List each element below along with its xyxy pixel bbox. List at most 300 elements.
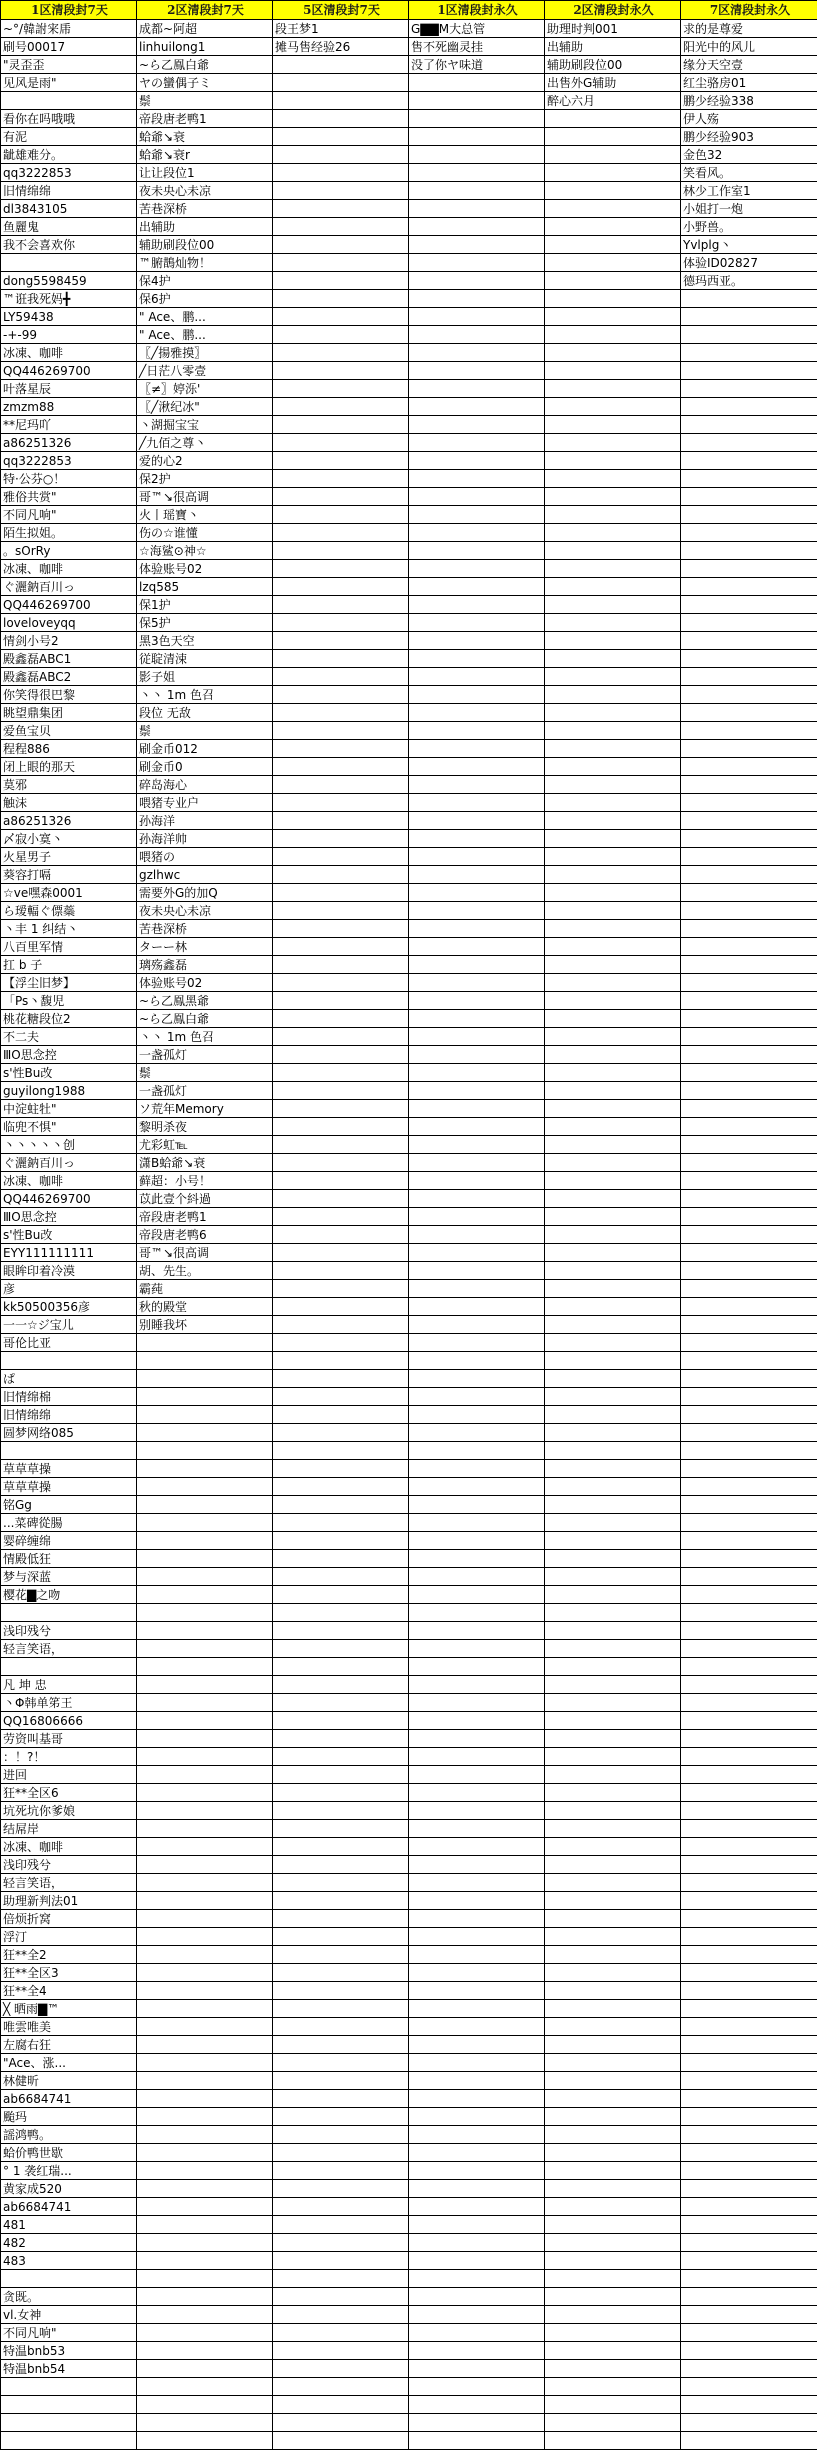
cell[interactable]: 临兜不惧" xyxy=(1,1118,137,1136)
cell[interactable]: loveloveyqq xyxy=(1,614,137,632)
cell[interactable] xyxy=(545,362,681,380)
cell[interactable] xyxy=(273,1442,409,1460)
cell[interactable] xyxy=(545,1766,681,1784)
cell[interactable] xyxy=(545,2396,681,2414)
cell[interactable] xyxy=(273,1424,409,1442)
cell[interactable] xyxy=(409,812,545,830)
cell[interactable] xyxy=(681,1172,817,1190)
cell[interactable] xyxy=(409,1262,545,1280)
cell[interactable] xyxy=(409,1478,545,1496)
cell[interactable] xyxy=(273,938,409,956)
cell[interactable]: 触沫 xyxy=(1,794,137,812)
cell[interactable] xyxy=(137,2288,273,2306)
cell[interactable] xyxy=(409,416,545,434)
cell[interactable] xyxy=(681,1244,817,1262)
cell[interactable]: " Ace、鹏... xyxy=(137,308,273,326)
cell[interactable] xyxy=(409,2144,545,2162)
cell[interactable] xyxy=(409,2054,545,2072)
cell[interactable] xyxy=(1,2270,137,2288)
cell[interactable] xyxy=(137,1838,273,1856)
cell[interactable]: 霸莼 xyxy=(137,1280,273,1298)
cell[interactable] xyxy=(273,1046,409,1064)
cell[interactable] xyxy=(409,1136,545,1154)
cell[interactable] xyxy=(545,1352,681,1370)
cell[interactable] xyxy=(681,794,817,812)
cell[interactable] xyxy=(273,1874,409,1892)
cell[interactable]: kk50500356彦 xyxy=(1,1298,137,1316)
cell[interactable]: 丶丶 1m 色召 xyxy=(137,686,273,704)
cell[interactable] xyxy=(137,2126,273,2144)
cell[interactable] xyxy=(545,1460,681,1478)
cell[interactable] xyxy=(273,2000,409,2018)
cell[interactable]: 孙海洋 xyxy=(137,812,273,830)
cell[interactable] xyxy=(409,668,545,686)
cell[interactable]: a86251326 xyxy=(1,812,137,830)
cell[interactable]: QQ16806666 xyxy=(1,1712,137,1730)
cell[interactable] xyxy=(681,1874,817,1892)
cell[interactable]: 鬃 xyxy=(137,1064,273,1082)
cell[interactable] xyxy=(545,1964,681,1982)
cell[interactable] xyxy=(409,218,545,236)
cell[interactable] xyxy=(545,1406,681,1424)
cell[interactable] xyxy=(545,1892,681,1910)
cell[interactable] xyxy=(273,2414,409,2432)
cell[interactable]: ™诳我死妈╋ xyxy=(1,290,137,308)
cell[interactable] xyxy=(273,1154,409,1172)
cell[interactable] xyxy=(681,902,817,920)
cell[interactable] xyxy=(545,884,681,902)
cell[interactable] xyxy=(681,704,817,722)
cell[interactable]: 伊人殇 xyxy=(681,110,817,128)
cell[interactable] xyxy=(137,2252,273,2270)
cell[interactable] xyxy=(409,2234,545,2252)
cell[interactable] xyxy=(681,1478,817,1496)
cell[interactable] xyxy=(681,326,817,344)
cell[interactable] xyxy=(409,1640,545,1658)
cell[interactable] xyxy=(273,1964,409,1982)
cell[interactable] xyxy=(545,1424,681,1442)
cell[interactable] xyxy=(545,1334,681,1352)
cell[interactable]: 。sOrRy xyxy=(1,542,137,560)
cell[interactable] xyxy=(273,1190,409,1208)
cell[interactable] xyxy=(545,2144,681,2162)
cell[interactable]: 进回 xyxy=(1,1766,137,1784)
cell[interactable] xyxy=(273,1118,409,1136)
cell[interactable] xyxy=(409,2288,545,2306)
cell[interactable] xyxy=(545,398,681,416)
cell[interactable] xyxy=(273,1334,409,1352)
cell[interactable] xyxy=(273,344,409,362)
cell[interactable] xyxy=(681,1190,817,1208)
cell[interactable] xyxy=(681,452,817,470)
cell[interactable] xyxy=(409,200,545,218)
cell[interactable] xyxy=(273,1568,409,1586)
cell[interactable] xyxy=(137,1946,273,1964)
cell[interactable] xyxy=(681,2144,817,2162)
cell[interactable]: QQ446269700 xyxy=(1,362,137,380)
cell[interactable]: 鬃 xyxy=(137,722,273,740)
cell[interactable]: ~°/韓詂宩乕 xyxy=(1,20,137,38)
cell[interactable]: 丶Φ韩单笫王 xyxy=(1,1694,137,1712)
cell[interactable] xyxy=(273,758,409,776)
cell[interactable]: 辅助刷段位00 xyxy=(137,236,273,254)
cell[interactable] xyxy=(273,704,409,722)
cell[interactable] xyxy=(137,2162,273,2180)
cell[interactable]: 颱玛 xyxy=(1,2108,137,2126)
cell[interactable] xyxy=(273,1460,409,1478)
cell[interactable] xyxy=(409,2432,545,2450)
cell[interactable]: ☆海鲨⊙神☆ xyxy=(137,542,273,560)
cell[interactable] xyxy=(681,344,817,362)
cell[interactable]: 夜未央心未凉 xyxy=(137,902,273,920)
cell[interactable]: 龇雄难分。 xyxy=(1,146,137,164)
cell[interactable] xyxy=(545,1226,681,1244)
cell[interactable] xyxy=(681,1568,817,1586)
cell[interactable]: 火星男子 xyxy=(1,848,137,866)
cell[interactable] xyxy=(681,1712,817,1730)
cell[interactable] xyxy=(409,722,545,740)
cell[interactable] xyxy=(681,1496,817,1514)
cell[interactable] xyxy=(409,974,545,992)
cell[interactable] xyxy=(273,884,409,902)
cell[interactable] xyxy=(409,1910,545,1928)
cell[interactable] xyxy=(409,866,545,884)
column-header[interactable]: 2区清段封7天 xyxy=(137,1,273,20)
cell[interactable] xyxy=(545,1370,681,1388)
cell[interactable]: 火丨瑶寶丶 xyxy=(137,506,273,524)
cell[interactable] xyxy=(273,1946,409,1964)
cell[interactable] xyxy=(273,2432,409,2450)
cell[interactable] xyxy=(409,740,545,758)
cell[interactable] xyxy=(545,2360,681,2378)
cell[interactable] xyxy=(545,380,681,398)
cell[interactable] xyxy=(681,1964,817,1982)
cell[interactable]: 保6护 xyxy=(137,290,273,308)
cell[interactable] xyxy=(137,1424,273,1442)
cell[interactable] xyxy=(273,1928,409,1946)
cell[interactable]: ╱日茫八零壹 xyxy=(137,362,273,380)
cell[interactable] xyxy=(409,1298,545,1316)
cell[interactable] xyxy=(137,1982,273,2000)
cell[interactable]: 求的是尊爱 xyxy=(681,20,817,38)
cell[interactable] xyxy=(409,1766,545,1784)
cell[interactable] xyxy=(681,1208,817,1226)
cell[interactable] xyxy=(545,524,681,542)
cell[interactable] xyxy=(273,2324,409,2342)
cell[interactable] xyxy=(681,2036,817,2054)
cell[interactable]: dong5598459 xyxy=(1,272,137,290)
cell[interactable]: 哥™↘很高调 xyxy=(137,488,273,506)
cell[interactable] xyxy=(409,2198,545,2216)
cell[interactable] xyxy=(545,2234,681,2252)
cell[interactable]: 葵容打嗝 xyxy=(1,866,137,884)
cell[interactable] xyxy=(409,1370,545,1388)
cell[interactable] xyxy=(409,398,545,416)
cell[interactable] xyxy=(545,992,681,1010)
cell[interactable] xyxy=(273,1622,409,1640)
cell[interactable]: 喂猪专业户 xyxy=(137,794,273,812)
cell[interactable] xyxy=(409,236,545,254)
cell[interactable] xyxy=(273,1910,409,1928)
cell[interactable] xyxy=(409,578,545,596)
cell[interactable]: 金色32 xyxy=(681,146,817,164)
cell[interactable] xyxy=(681,1658,817,1676)
cell[interactable]: a86251326 xyxy=(1,434,137,452)
cell[interactable] xyxy=(409,1748,545,1766)
cell[interactable]: 坑死坑你爹娘 xyxy=(1,1802,137,1820)
cell[interactable] xyxy=(273,1838,409,1856)
cell[interactable] xyxy=(273,218,409,236)
cell[interactable]: ら瑷輻ぐ僄蘂 xyxy=(1,902,137,920)
cell[interactable]: **尼玛吖 xyxy=(1,416,137,434)
cell[interactable]: 〖╱湫纪冰" xyxy=(137,398,273,416)
cell[interactable] xyxy=(681,2324,817,2342)
cell[interactable]: 旧情绵绵 xyxy=(1,182,137,200)
cell[interactable]: ╳ 晒雨▇™ xyxy=(1,2000,137,2018)
cell[interactable]: 有泥 xyxy=(1,128,137,146)
cell[interactable]: 体验账号02 xyxy=(137,974,273,992)
cell[interactable] xyxy=(545,1838,681,1856)
cell[interactable] xyxy=(681,596,817,614)
cell[interactable] xyxy=(681,488,817,506)
cell[interactable] xyxy=(409,2072,545,2090)
cell[interactable] xyxy=(273,2198,409,2216)
cell[interactable] xyxy=(137,1910,273,1928)
cell[interactable] xyxy=(273,1604,409,1622)
cell[interactable] xyxy=(409,920,545,938)
cell[interactable] xyxy=(273,1208,409,1226)
cell[interactable]: lzq585 xyxy=(137,578,273,596)
cell[interactable] xyxy=(273,1550,409,1568)
cell[interactable] xyxy=(681,1730,817,1748)
cell[interactable] xyxy=(137,1514,273,1532)
cell[interactable]: 浮汀 xyxy=(1,1928,137,1946)
cell[interactable]: 唯雲唯美 xyxy=(1,2018,137,2036)
cell[interactable] xyxy=(409,1118,545,1136)
cell[interactable]: ™腑鵲灿物！ xyxy=(137,254,273,272)
cell[interactable] xyxy=(273,632,409,650)
cell[interactable] xyxy=(681,1046,817,1064)
cell[interactable]: 夜未央心未凉 xyxy=(137,182,273,200)
cell[interactable] xyxy=(1,1442,137,1460)
cell[interactable] xyxy=(409,2360,545,2378)
cell[interactable] xyxy=(137,1388,273,1406)
cell[interactable]: 不同凡响" xyxy=(1,506,137,524)
cell[interactable] xyxy=(273,128,409,146)
cell[interactable]: ...菜碑從腸 xyxy=(1,1514,137,1532)
cell[interactable]: 轻言笑语， xyxy=(1,1640,137,1658)
cell[interactable] xyxy=(545,812,681,830)
cell[interactable]: 喂猪の xyxy=(137,848,273,866)
cell[interactable] xyxy=(273,2360,409,2378)
cell[interactable]: 草草草操 xyxy=(1,1460,137,1478)
cell[interactable] xyxy=(409,1946,545,1964)
cell[interactable] xyxy=(409,308,545,326)
cell[interactable] xyxy=(409,1712,545,1730)
cell[interactable]: 闭上眼的那天 xyxy=(1,758,137,776)
cell[interactable] xyxy=(137,2072,273,2090)
cell[interactable]: 黎明杀夜 xyxy=(137,1118,273,1136)
cell[interactable] xyxy=(273,2144,409,2162)
cell[interactable] xyxy=(273,776,409,794)
cell[interactable] xyxy=(545,164,681,182)
cell[interactable] xyxy=(273,1496,409,1514)
cell[interactable]: 旧情绵棉 xyxy=(1,1388,137,1406)
cell[interactable]: 红尘骆房01 xyxy=(681,74,817,92)
cell[interactable] xyxy=(409,2252,545,2270)
cell[interactable] xyxy=(681,2000,817,2018)
cell[interactable] xyxy=(273,380,409,398)
cell[interactable] xyxy=(545,110,681,128)
cell[interactable] xyxy=(273,650,409,668)
cell[interactable]: 【浮尘旧梦】 xyxy=(1,974,137,992)
cell[interactable] xyxy=(409,1514,545,1532)
cell[interactable] xyxy=(409,1892,545,1910)
cell[interactable] xyxy=(545,254,681,272)
cell[interactable]: 一盏孤灯 xyxy=(137,1082,273,1100)
cell[interactable] xyxy=(545,2216,681,2234)
cell[interactable] xyxy=(681,1676,817,1694)
cell[interactable]: 殿鑫磊ABC2 xyxy=(1,668,137,686)
cell[interactable]: 従聢清涑 xyxy=(137,650,273,668)
cell[interactable] xyxy=(681,1946,817,1964)
cell[interactable] xyxy=(681,1298,817,1316)
cell[interactable] xyxy=(273,254,409,272)
cell[interactable] xyxy=(681,2360,817,2378)
cell[interactable] xyxy=(409,1964,545,1982)
cell[interactable]: 潇B蛤爺↘衰 xyxy=(137,1154,273,1172)
cell[interactable] xyxy=(681,1784,817,1802)
cell[interactable] xyxy=(137,2144,273,2162)
cell[interactable] xyxy=(409,1100,545,1118)
cell[interactable] xyxy=(681,1892,817,1910)
cell[interactable]: 保4护 xyxy=(137,272,273,290)
cell[interactable] xyxy=(545,1946,681,1964)
cell[interactable] xyxy=(545,722,681,740)
cell[interactable] xyxy=(273,236,409,254)
cell[interactable]: 浅印残兮 xyxy=(1,1856,137,1874)
cell[interactable] xyxy=(273,812,409,830)
cell[interactable] xyxy=(273,1478,409,1496)
cell[interactable] xyxy=(681,1820,817,1838)
cell[interactable] xyxy=(681,1442,817,1460)
cell[interactable] xyxy=(409,830,545,848)
cell[interactable] xyxy=(1,1658,137,1676)
cell[interactable] xyxy=(409,290,545,308)
cell[interactable]: ~ら乙鳯黑爺 xyxy=(137,992,273,1010)
cell[interactable]: 影子姐 xyxy=(137,668,273,686)
cell[interactable]: 一盏孤灯 xyxy=(137,1046,273,1064)
cell[interactable] xyxy=(137,2018,273,2036)
cell[interactable] xyxy=(545,650,681,668)
cell[interactable] xyxy=(409,1010,545,1028)
cell[interactable] xyxy=(681,650,817,668)
cell[interactable] xyxy=(273,2378,409,2396)
cell[interactable] xyxy=(273,1244,409,1262)
cell[interactable] xyxy=(545,1064,681,1082)
cell[interactable] xyxy=(137,2090,273,2108)
cell[interactable] xyxy=(409,1154,545,1172)
cell[interactable] xyxy=(681,2342,817,2360)
cell[interactable] xyxy=(681,812,817,830)
cell[interactable] xyxy=(137,2036,273,2054)
cell[interactable] xyxy=(545,614,681,632)
cell[interactable] xyxy=(409,686,545,704)
cell[interactable]: 樱花▇之吻 xyxy=(1,1586,137,1604)
cell[interactable] xyxy=(1,1604,137,1622)
cell[interactable] xyxy=(409,1280,545,1298)
cell[interactable] xyxy=(409,1802,545,1820)
cell[interactable] xyxy=(545,920,681,938)
cell[interactable] xyxy=(545,470,681,488)
cell[interactable] xyxy=(545,1874,681,1892)
cell[interactable] xyxy=(545,1316,681,1334)
cell[interactable] xyxy=(545,1550,681,1568)
cell[interactable]: 鱼麗鬼 xyxy=(1,218,137,236)
cell[interactable]: 特温bnb54 xyxy=(1,2360,137,2378)
cell[interactable]: ：！?！ xyxy=(1,1748,137,1766)
cell[interactable] xyxy=(409,1622,545,1640)
cell[interactable]: ~ら乙鳯白爺 xyxy=(137,1010,273,1028)
cell[interactable]: 缘分天空壹 xyxy=(681,56,817,74)
cell[interactable] xyxy=(409,1316,545,1334)
cell[interactable] xyxy=(545,146,681,164)
cell[interactable]: 婴碎缠绵 xyxy=(1,1532,137,1550)
cell[interactable] xyxy=(273,1676,409,1694)
cell[interactable] xyxy=(545,2000,681,2018)
cell[interactable] xyxy=(681,416,817,434)
cell[interactable] xyxy=(273,560,409,578)
cell[interactable]: 桃花糖段位2 xyxy=(1,1010,137,1028)
cell[interactable] xyxy=(1,2396,137,2414)
cell[interactable] xyxy=(273,308,409,326)
cell[interactable] xyxy=(681,1928,817,1946)
cell[interactable] xyxy=(409,1730,545,1748)
cell[interactable] xyxy=(273,1352,409,1370)
cell[interactable]: 蛤爺↘衰 xyxy=(137,128,273,146)
cell[interactable] xyxy=(273,488,409,506)
cell[interactable] xyxy=(273,1010,409,1028)
cell[interactable] xyxy=(409,1532,545,1550)
cell[interactable] xyxy=(273,2252,409,2270)
cell[interactable] xyxy=(273,1586,409,1604)
cell[interactable] xyxy=(137,2378,273,2396)
cell[interactable]: 梦与深蓝 xyxy=(1,1568,137,1586)
cell[interactable] xyxy=(545,596,681,614)
cell[interactable] xyxy=(545,794,681,812)
cell[interactable] xyxy=(409,128,545,146)
cell[interactable] xyxy=(1,254,137,272)
cell[interactable] xyxy=(409,1982,545,2000)
cell[interactable] xyxy=(681,2126,817,2144)
cell[interactable] xyxy=(273,2270,409,2288)
cell[interactable] xyxy=(273,2342,409,2360)
cell[interactable] xyxy=(545,1604,681,1622)
cell[interactable] xyxy=(137,1370,273,1388)
cell[interactable] xyxy=(273,398,409,416)
cell[interactable] xyxy=(273,866,409,884)
cell[interactable] xyxy=(273,416,409,434)
cell[interactable] xyxy=(681,2216,817,2234)
cell[interactable] xyxy=(681,1262,817,1280)
cell[interactable] xyxy=(681,1640,817,1658)
cell[interactable] xyxy=(409,2270,545,2288)
cell[interactable] xyxy=(681,2288,817,2306)
cell[interactable]: 售不死幽灵挂 xyxy=(409,38,545,56)
cell[interactable] xyxy=(545,1190,681,1208)
cell[interactable] xyxy=(273,2180,409,2198)
cell[interactable]: 狂**全区3 xyxy=(1,1964,137,1982)
